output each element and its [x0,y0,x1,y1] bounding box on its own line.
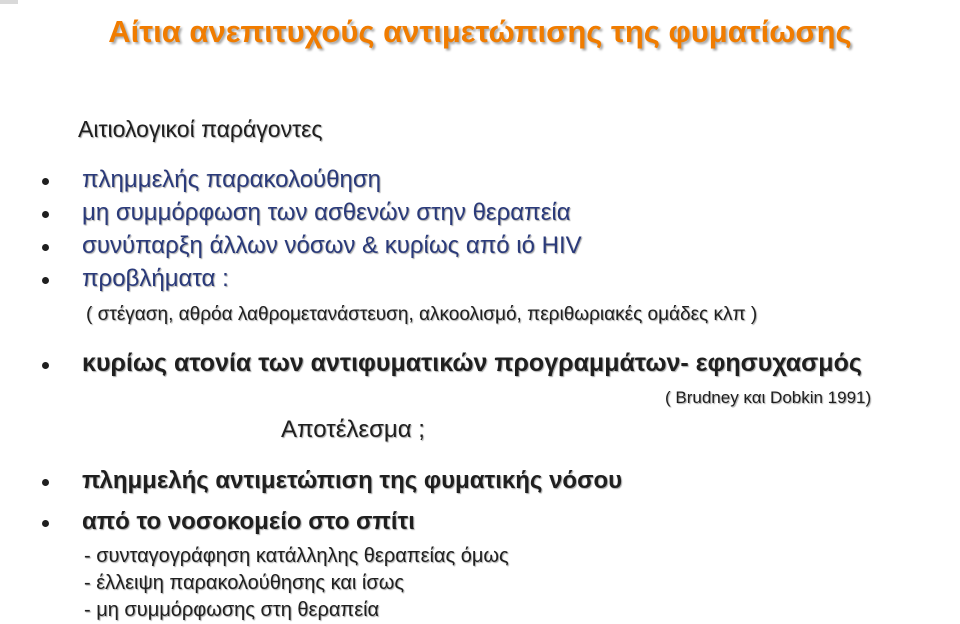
bullet-icon [42,277,49,284]
slide-title: Αίτια ανεπιτυχούς αντιμετώπισης της φυματίωσης [108,14,852,49]
detail-line: - έλλειψη παρακολούθησης και ίσως [84,572,404,594]
bullet-icon [42,211,49,218]
outcome-text: από το νοσοκομείο στο σπίτι [82,508,415,535]
bullet-icon [42,479,49,486]
main-cause-text: κυρίως ατονία των αντιφυματικών προγραμμάτων- εφησυχασμός [82,349,862,377]
factor-text: μη συμμόρφωση των ασθενών στην θεραπεία [82,199,571,226]
bullet-icon [42,520,49,527]
factor-text: πλημμελής παρακολούθηση [82,166,382,193]
outcome-text: πλημμελής αντιμετώπιση της φυματικής νόσου [82,467,623,494]
factor-text: προβλήματα : [82,265,229,292]
citation: ( Brudney και Dobkin 1991) [665,388,872,407]
bullet-icon [42,244,49,251]
bullet-icon [42,362,49,369]
result-label: Αποτέλεσμα ; [281,416,425,443]
factor-text: συνύπαρξη άλλων νόσων & κυρίως από ιό HIV [82,232,582,259]
corner-mark [0,0,18,4]
detail-line: - συνταγογράφηση κατάλληλης θεραπείας όμως [84,545,509,567]
problems-note: ( στέγαση, αθρόα λαθρομετανάστευση, αλκοολισμό, περιθωριακές ομάδες κλπ ) [86,304,758,325]
bullet-icon [42,178,49,185]
section-subtitle: Αιτιολογικοί παράγοντες [78,116,323,142]
detail-line: - μη συμμόρφωσης στη θεραπεία [84,599,380,621]
